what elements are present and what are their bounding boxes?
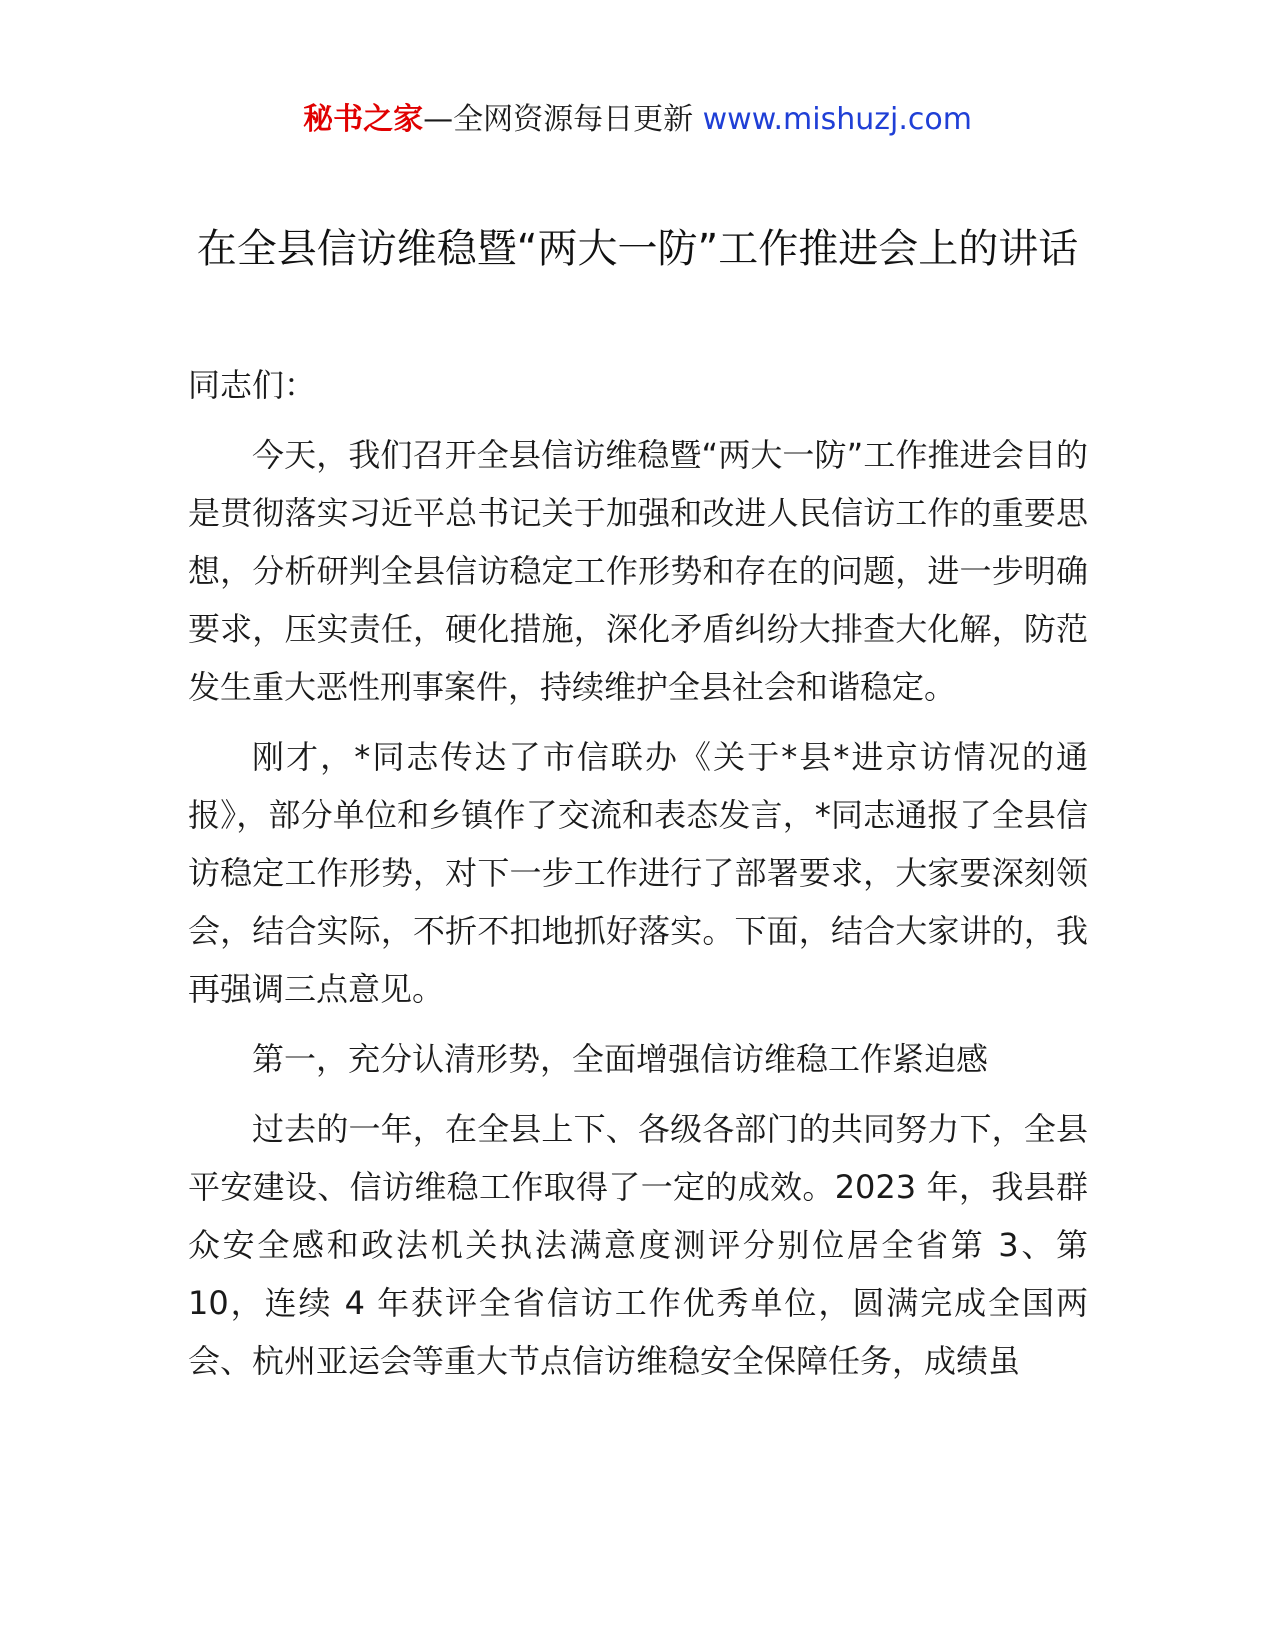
site-tagline: —全网资源每日更新 [423,102,703,137]
salutation: 同志们： [188,366,317,404]
paragraph-1: 今天，我们召开全县信访维稳暨“两大一防”工作推进会目的是贯彻落实习近平总书记关于加强和改进人民信访工作的重要思想，分析研判全县信访稳定工作形势和存在的问题，进一步明确要求，压实责任，硬化措施，深化矛盾纠纷大排查大化解，防范发生重大恶性刑事案件，持续维护全县社会和谐稳定。 [188,436,1088,706]
paragraph-3: 过去的一年，在全县上下、各级各部门的共同努力下，全县平安建设、信访维稳工作取得了一定的成效。2023 年，我县群众安全感和政法机关执法满意度测评分别位居全省第 3、第 10，连续 4 年获评全省信访工作优秀单位，圆满完成全国两会、杭州亚运会等重大节点信访维稳安全保障任务，成绩虽 [188,1110,1088,1380]
document-title: 在全县信访维稳暨“两大一防”工作推进会上的讲话 [196,226,1079,272]
document-body [188,356,1088,1402]
paragraph-2: 刚才，*同志传达了市信联办《关于*县*进京访情况的通报》，部分单位和乡镇作了交流和表态发言，*同志通报了全县信访稳定工作形势，对下一步工作进行了部署要求，大家要深刻领会，结合实际，不折不扣地抓好落实。下面，结合大家讲的，我再强调三点意见。 [188,738,1088,1008]
section-heading-1: 第一，充分认清形势，全面增强信访维稳工作紧迫感 [252,1040,989,1078]
site-header [0,98,1275,142]
site-brand: 秘书之家 [303,102,424,137]
site-url-link[interactable]: www.mishuzj.com [702,102,972,137]
